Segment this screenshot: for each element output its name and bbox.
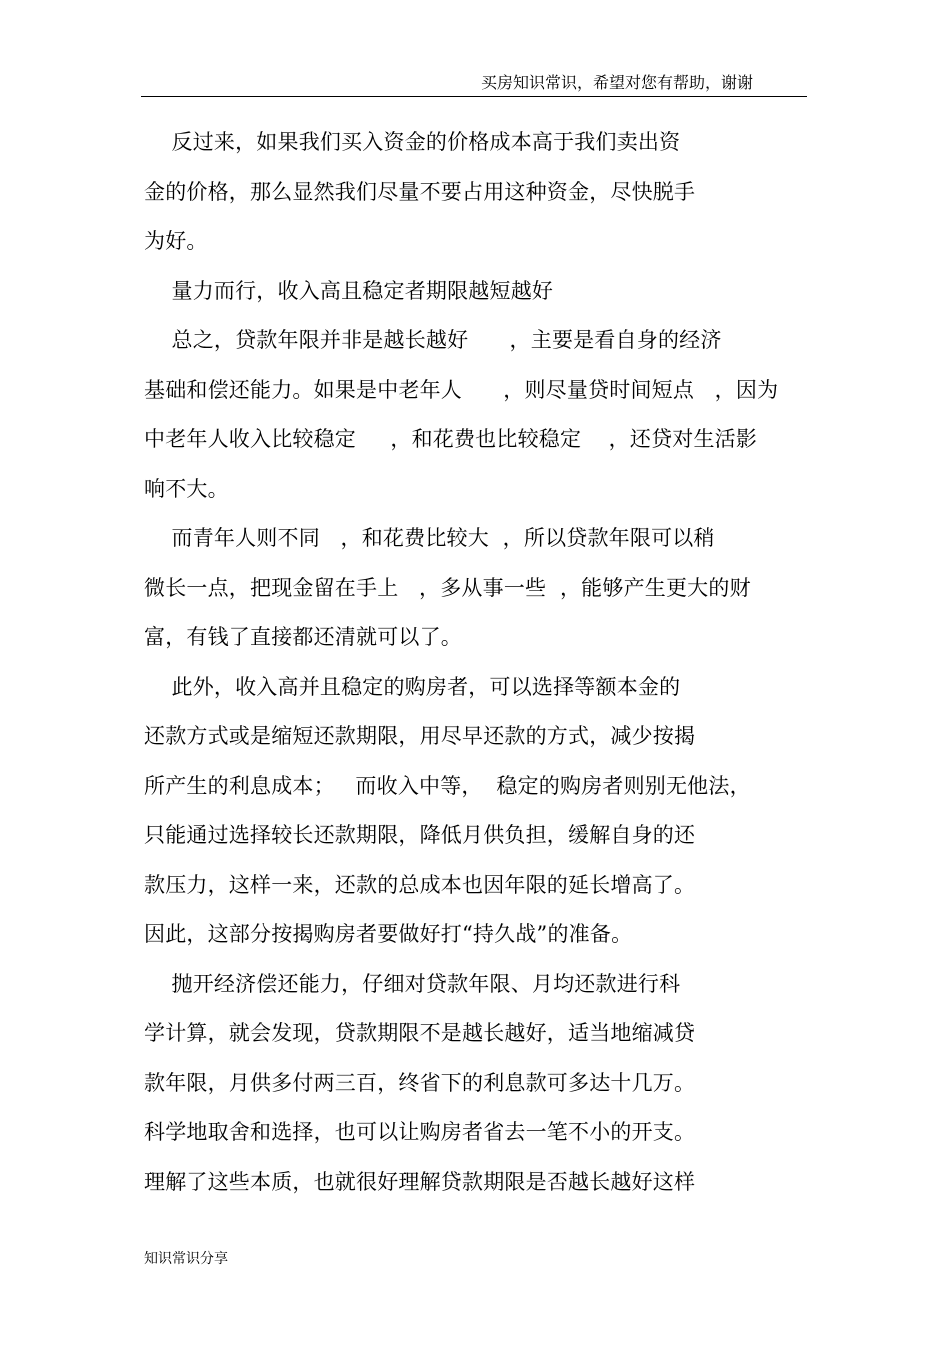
text-line: 只能通过选择较长还款期限，降低月供负担，缓解自身的还 (144, 823, 696, 847)
text-line: 因此，这部分按揭购房者要做好打“持久战”的准备。 (144, 922, 633, 946)
text-line: 金的价格，那么显然我们尽量不要占用这种资金，尽快脱手 (144, 179, 696, 204)
text-line: 而青年人则不同 ，和花费比较大 ，所以贷款年限可以稍 (144, 526, 715, 550)
text-line: 学计算，就会发现，贷款期限不是越长越好，适当地缩减贷 (144, 1021, 696, 1045)
page-header (141, 64, 807, 97)
text-line: 反过来，如果我们买入资金的价格成本高于我们卖出资 (144, 130, 681, 154)
text-line: 为好。 (144, 229, 208, 253)
text-line: 抛开经济偿还能力，仔细对贷款年限、月均还款进行科 (144, 971, 681, 996)
text-line: 响不大。 (144, 476, 229, 501)
text-line: 中老年人收入比较稳定 ，和花费也比较稳定 ，还贷对生活影 (144, 427, 758, 451)
text-line: 富，有钱了直接都还清就可以了。 (144, 625, 462, 649)
text-line: 总之，贷款年限并非是越长越好 ，主要是看自身的经济 (144, 328, 722, 352)
text-line: 还款方式或是缩短还款期限，用尽早还款的方式，减少按揭 (144, 724, 696, 748)
text-line: 科学地取舍和选择，也可以让购房者省去一笔不小的开支。 (144, 1120, 696, 1144)
text-line: 基础和偿还能力。如果是中老年人 ，则尽量贷时间短点 ，因为 (144, 377, 779, 402)
text-line: 此外，收入高并且稳定的购房者，可以选择等额本金的 (144, 674, 681, 699)
section-heading: 量力而行，收入高且稳定者期限越短越好 (144, 278, 554, 303)
text-line: 微长一点，把现金留在手上 ，多从事一些 ，能够产生更大的财 (144, 575, 751, 600)
text-line: 款压力，这样一来，还款的总成本也因年限的延长增高了。 (144, 872, 696, 897)
document-body (144, 118, 814, 1207)
header-title: 买房知识常识，希望对您有帮助，谢谢 (480, 73, 753, 92)
text-line: 所产生的利息成本； 而收入中等， 稳定的购房者则别无他法， (144, 773, 751, 798)
page-footer: 知识常识分享 (144, 1251, 228, 1267)
text-line: 款年限，月供多付两三百，终省下的利息款可多达十几万。 (144, 1070, 696, 1095)
text-line: 理解了这些本质，也就很好理解贷款期限是否越长越好这样 (144, 1169, 696, 1194)
